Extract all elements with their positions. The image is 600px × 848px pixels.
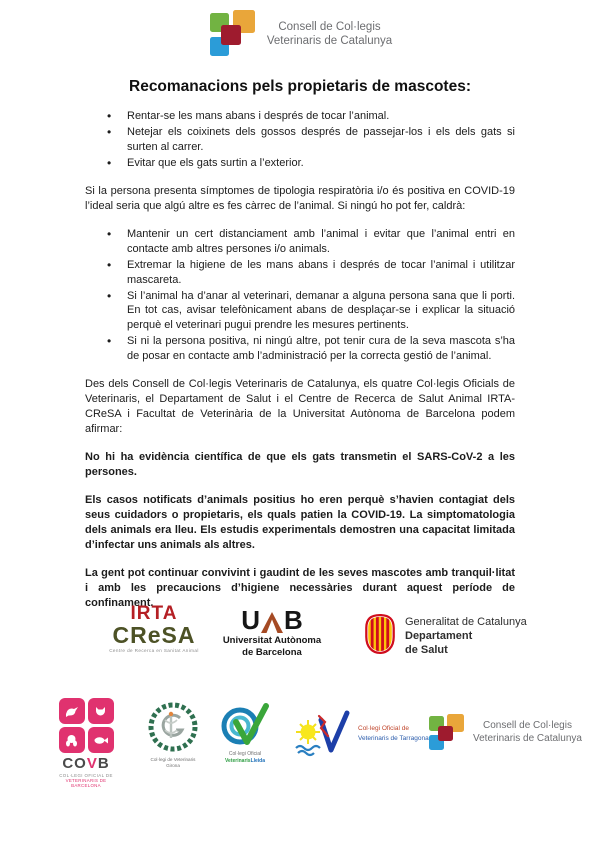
consell-logo-header [85,8,515,60]
logo-square-red-icon [438,726,453,741]
covb-icon-grid [53,698,119,753]
covid-intro-paragraph: Si la persona presenta símptomes de tipologia respiratòria i/o és positiva en COVID-19 l’ideal seria que algú altre es fes càrrec de l’animal. Si ningú ho pot fer, caldrà: [85,184,515,212]
affirmation-paragraph-2: Els casos notificats d’animals positius ho eren perquè s’havien contagiat dels seus cuidadors o propietaris, els quals patien la COVID-19. La simptomatologia dels animals era lleu. Els estudis experimentals demostren una capacitat limitada d’infectar uns animals als altres. [85,494,515,551]
list-item: • Extremar la higiene de les mans abans i després de tocar l’animal i utilitzar mascareta. [105,258,515,288]
covb-subtitle-line1: COL·LEGI OFICIAL DE [59,773,113,778]
consell-squares-icon [428,714,466,751]
uab-a-arch-icon [261,612,283,633]
generalitat-line3: de Salut [405,643,448,656]
uab-logo [220,607,324,659]
consell-name-line1: Consell de Col·legis [278,20,381,33]
uab-name [220,635,324,659]
covb-acronym-v: V [86,755,98,772]
list-item: • Si ni la persona positiva, ni ningú altre, pot tenir cura de la seva mascota s’ha de posar en contacte amb l’administració per la correcta gestió de l’animal. [105,334,515,364]
irta-wordmark: IRTA [130,603,178,624]
consell-logo-text [267,20,392,48]
affirmation-paragraph-3: La gent pot continuar convivint i gaudint de les seves mascotes amb tranquil·litat i amb les precaucions d’higiene necessàries durant aquest període de confinament. [85,566,515,609]
girona-wreath-icon [146,700,200,754]
lleida-line2-lleida: Lleida [250,758,266,764]
covb-acronym-co: CO [62,755,87,772]
list-item: • Evitar que els gats surtin a l’exterior. [105,156,515,171]
covb-bird-icon [59,698,85,724]
uab-name-line1: Universitat Autònoma [222,635,322,646]
affirmation-paragraph-1: No hi ha evidència científica de que els gats transmetin el SARS-CoV-2 a les persones. [85,451,515,479]
hygiene-bullet-list [85,109,515,171]
logo-square-red-icon [221,25,241,45]
tarragona-college-logo [294,710,429,758]
tarragona-emblem-icon [294,710,352,758]
covb-logo [53,698,119,788]
girona-line2: Girona [166,763,180,769]
list-item: • Si l’animal ha d’anar al veterinari, demanar a alguna persona sana que li porti. En tot cas, avisar telefònicament abans de desplaçar-se i explicar la situació perquè el veterinari pugui prendre les mesures pertinents. [105,289,515,334]
covb-cat-icon [88,698,114,724]
lleida-line2 [213,758,277,765]
covb-dog-icon [59,727,85,753]
lleida-line1: Col·legi Oficial [228,751,262,757]
uab-acronym [220,605,324,636]
lleida-line2-veterinaris: Veterinaris [224,758,251,764]
lleida-text [213,751,277,765]
list-item: • Netejar els coixinets dels gossos després de passejar-los i els dels gats si surten al carrer. [105,125,515,155]
generalitat-line2: Departament [405,629,473,642]
generalitat-text [405,612,527,657]
covb-acronym-b: B [97,755,110,772]
covb-fish-icon [88,727,114,753]
tarragona-line2: Veterinaris de Tarragona [358,735,429,742]
girona-college-logo [136,700,210,770]
consell-logo-text [473,720,582,744]
tarragona-line1: Col·legi Oficial de [358,725,409,733]
tarragona-text [358,724,429,744]
irta-cresa-logo [92,604,216,653]
institutions-paragraph: Des dels Consell de Col·legis Veterinaris de Catalunya, els quatre Col·legis Oficials de Veterinaris, el Departament de Salut i el Centre de Recerca de Salut Animal IRTA-CReSA i Facultat de Veterinària de la Universitat Autònoma de Barcelona podem afirmar: [85,378,515,436]
uab-name-line2: de Barcelona [242,646,302,658]
list-item: • Rentar-se les mans abans i després de tocar l’animal. [105,109,515,124]
girona-line1: Col·legi de Veterinaris [150,757,196,762]
senyera-shield-icon [363,612,397,656]
lleida-college-logo [213,702,277,765]
cresa-wordmark: CReSA [112,622,196,648]
covb-acronym [53,756,119,771]
consell-name-line2: Veterinaris de Catalunya [473,732,582,744]
consell-squares-icon [208,10,258,58]
girona-text [136,757,210,770]
page-title: Recomanacions pels propietaris de mascotes: [129,78,471,95]
uab-letter-b: B [284,605,303,636]
consell-logo-footer [428,714,582,751]
covb-subtitle-line2: VETERINARIS DE BARCELONA [65,778,107,788]
consell-name-line2: Veterinaris de Catalunya [266,35,393,47]
generalitat-logo [363,612,527,657]
list-item: • Mantenir un cert distanciament amb l’animal i evitar que l’animal entri en contacte amb altres persones i/o animals. [105,227,515,257]
cresa-tagline: Centre de Recerca en Sanitat Animal [109,648,199,654]
consell-name-line1: Consell de Col·legis [483,720,572,732]
generalitat-line1: Generalitat de Catalunya [405,616,527,628]
positive-case-bullet-list [85,227,515,365]
lleida-emblem-icon [220,702,270,750]
uab-letter-u: U [241,605,260,636]
